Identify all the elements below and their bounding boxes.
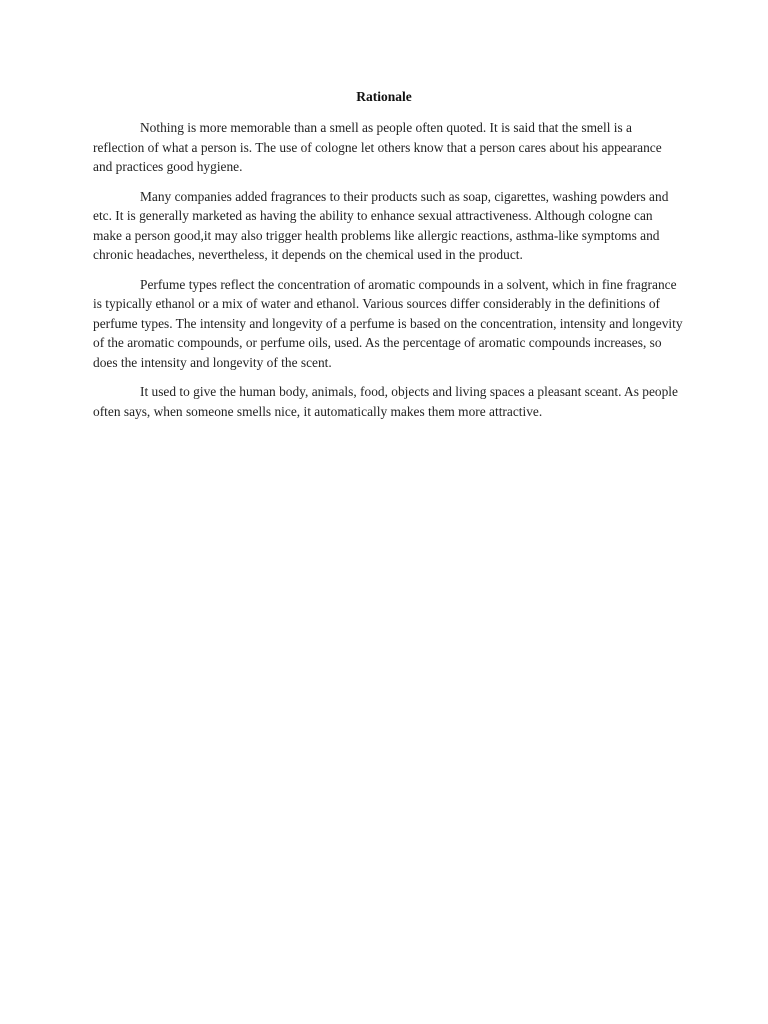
document-body xyxy=(93,118,683,431)
document-title: Rationale xyxy=(356,89,412,104)
paragraph-2: Many companies added fragrances to their products such as soap, cigarettes, washing powders and etc. It is generally marketed as having the ability to enhance sexual attractiveness. Although cologne can make a person good,it may also trigger health problems like allergic reactions, asthma-like symptoms and chronic headaches, nevertheless, it depends on the chemical used in the product. xyxy=(93,188,669,262)
paragraph-4: It used to give the human body, animals, food, objects and living spaces a pleasant sceant. As people often says, when someone smells nice, it automatically makes them more attractive. xyxy=(93,384,678,419)
paragraph-3: Perfume types reflect the concentration of aromatic compounds in a solvent, which in fine fragrance is typically ethanol or a mix of water and ethanol. Various sources differ considerably in the definitions of perfume types. The intensity and longevity of a perfume is based on the concentration, intensity and longevity of the aromatic compounds, or perfume oils, used. As the percentage of aromatic compounds increases, so does the intensity and longevity of the scent. xyxy=(93,276,683,370)
paragraph-1: Nothing is more memorable than a smell as people often quoted. It is said that the smell is a reflection of what a person is. The use of cologne let others know that a person cares about his appearance and practices good hygiene. xyxy=(93,120,662,174)
